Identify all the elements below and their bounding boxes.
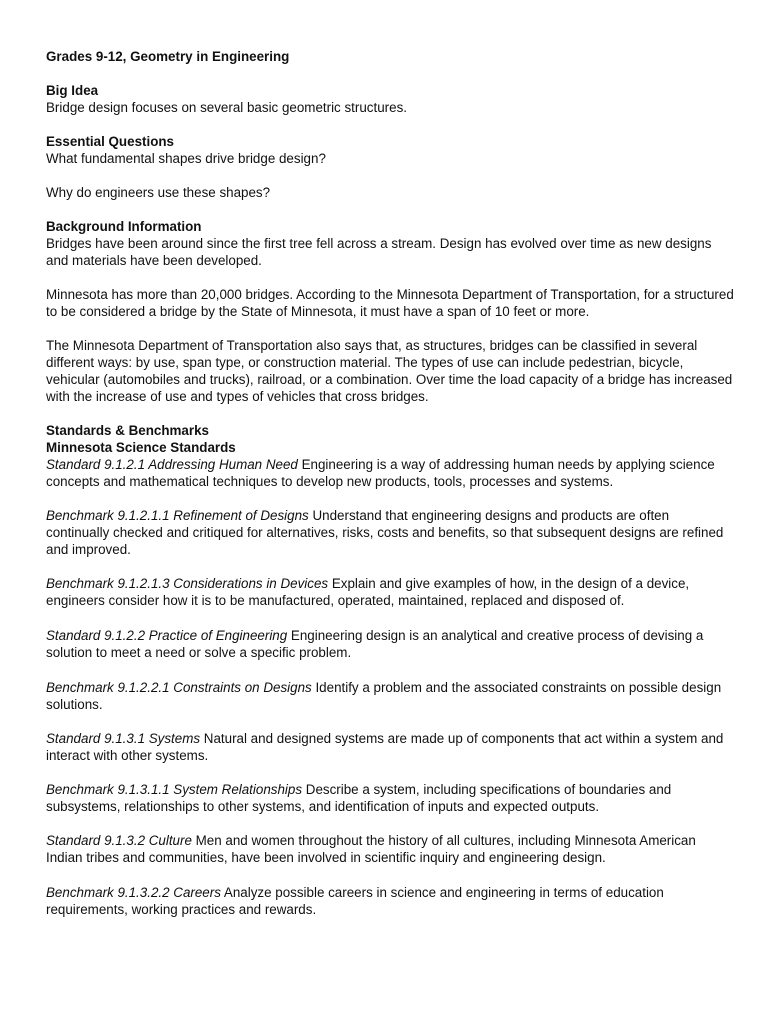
standards-heading: Standards & Benchmarks [46,423,209,438]
background-paragraph-1: Bridges have been around since the first tree fell across a stream. Design has evolved over time as new designs and materials have been developed. [46,236,712,268]
standard-text: Understand that engineering designs and products are often continually checked and critiqued for alternatives, risks, costs and benefits, so that subsequent designs are refined and improved. [46,508,724,557]
standard-label: Standard 9.1.2.1 Addressing Human Need [46,457,298,472]
standard-text: Engineering design is an analytical and creative process of devising a solution to meet a need or solve a specific problem. [46,628,704,660]
standard-item [46,507,736,558]
essential-question-1: What fundamental shapes drive bridge design? [46,151,326,166]
standard-label: Benchmark 9.1.2.1.3 Considerations in Devices [46,576,329,591]
document-page [46,48,736,918]
background-paragraph-2: Minnesota has more than 20,000 bridges. According to the Minnesota Department of Transportation, for a structured to be considered a bridge by the State of Minnesota, it must have a span of 10 feet or more. [46,287,734,319]
standard-item [46,575,736,609]
big-idea-heading: Big Idea [46,83,99,98]
standard-label: Benchmark 9.1.2.2.1 Constraints on Designs [46,680,312,695]
standard-item [46,832,736,866]
essential-questions-heading: Essential Questions [46,134,174,149]
standard-text: Analyze possible careers in science and engineering in terms of education requirements, working practices and rewards. [46,885,664,917]
standard-text: Describe a system, including specifications of boundaries and subsystems, relationships to other systems, and identification of inputs and expected outputs. [46,782,672,814]
big-idea-text: Bridge design focuses on several basic geometric structures. [46,100,407,115]
standard-item [46,679,736,713]
standard-label: Benchmark 9.1.3.2.2 Careers [46,885,221,900]
standard-label: Standard 9.1.3.2 Culture [46,833,192,848]
standard-item [46,781,736,815]
standard-text: Men and women throughout the history of all cultures, including Minnesota American Indian tribes and communities, have been involved in scientific inquiry and engineering design. [46,833,696,865]
background-heading: Background Information [46,219,202,234]
document-title: Grades 9-12, Geometry in Engineering [46,49,290,64]
standard-label: Standard 9.1.3.1 Systems [46,731,201,746]
standards-subheading: Minnesota Science Standards [46,440,236,455]
standard-text: Engineering is a way of addressing human needs by applying science concepts and mathematical techniques to develop new products, tools, processes and systems. [46,457,715,489]
standard-text: Explain and give examples of how, in the design of a device, engineers consider how it is to be manufactured, operated, maintained, replaced and disposed of. [46,576,690,608]
standard-item [46,627,736,661]
essential-question-2: Why do engineers use these shapes? [46,185,271,200]
standard-item [46,456,736,490]
standard-label: Benchmark 9.1.2.1.1 Refinement of Designs [46,508,309,523]
standard-item [46,730,736,764]
background-paragraph-3: The Minnesota Department of Transportation also says that, as structures, bridges can be classified in several different ways: by use, span type, or construction material. The types of use can include pedestrian, bicycle, vehicular (automobiles and trucks), railroad, or a combination. Over time the load capacity of a bridge has increased with the increase of use and types of vehicles that cross bridges. [46,338,733,404]
standard-label: Benchmark 9.1.3.1.1 System Relationships [46,782,303,797]
standard-item [46,884,736,918]
standard-label: Standard 9.1.2.2 Practice of Engineering [46,628,288,643]
standard-text: Natural and designed systems are made up of components that act within a system and interact with other systems. [46,731,724,763]
standard-text: Identify a problem and the associated constraints on possible design solutions. [46,680,722,712]
